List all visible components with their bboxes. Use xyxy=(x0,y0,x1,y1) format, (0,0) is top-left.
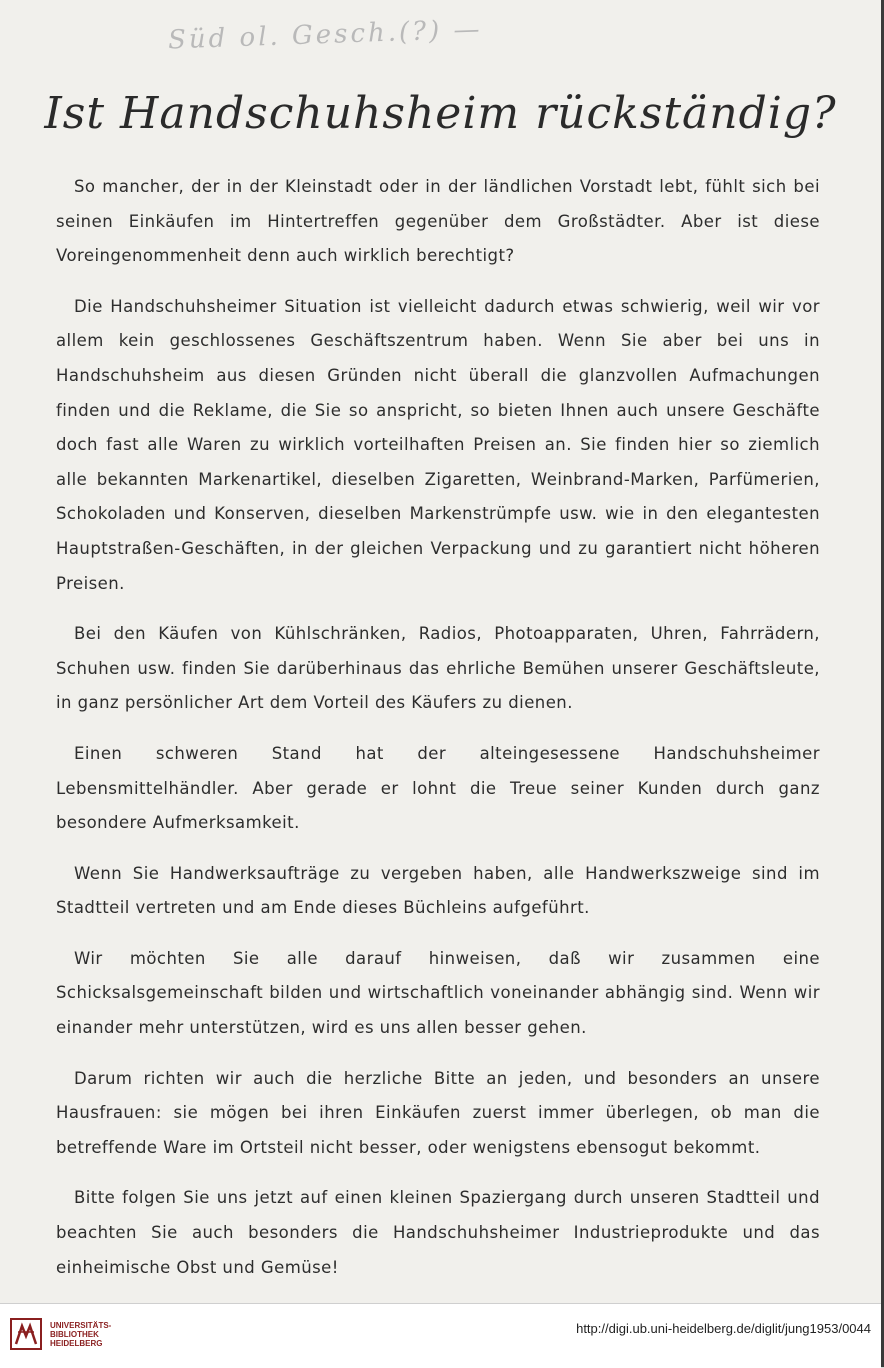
paragraph: Einen schweren Stand hat der alteingesessene Handschuhsheimer Lebensmittelhändler. Aber gerade er lohnt die Treue seiner Kunden durch ganz besondere Aufmerksamkeit. xyxy=(56,743,820,833)
paragraph: So mancher, der in der Kleinstadt oder in der ländlichen Vorstadt lebt, fühlt sich bei seinen Einkäufen im Hintertreffen gegenüber dem Großstädter. Aber ist diese Voreingenommenheit denn auch wirklich berechtigt? xyxy=(56,177,820,266)
article-body xyxy=(56,170,820,1301)
paragraph: Bei den Käufen von Kühlschränken, Radios, Photoapparaten, Uhren, Fahrrädern, Schuhen usw. finden Sie darüberhinaus das ehrliche Bemühen unserer Geschäftsleute, in ganz persönlicher Art dem Vorteil des Käufers zu dienen. xyxy=(56,624,820,713)
paragraph: Darum richten wir auch die herzliche Bitte an jeden, und besonders an unsere Hausfrauen: sie mögen bei ihren Einkäufen zuerst immer überlegen, ob man die betreffende Ware im Ortsteil nicht besser, oder wenigstens ebensogut bekommt. xyxy=(56,1068,820,1157)
library-name-line: HEIDELBERG xyxy=(50,1338,103,1348)
handwritten-note: Süd ol. Gesch.(?) — xyxy=(167,14,483,56)
source-url-link[interactable]: http://digi.ub.uni-heidelberg.de/diglit/jung1953/0044 xyxy=(576,1321,871,1336)
library-name xyxy=(50,1321,111,1348)
library-seal-icon xyxy=(10,1318,42,1350)
paragraph: Wir möchten Sie alle darauf hinweisen, daß wir zusammen eine Schicksalsgemeinschaft bilden und wirtschaftlich voneinander abhängig sind. Wenn wir einander mehr unterstützen, wird es uns allen besser gehen. xyxy=(56,948,820,1038)
library-name-line: BIBLIOTHEK xyxy=(50,1329,99,1339)
paragraph: Die Handschuhsheimer Situation ist vielleicht dadurch etwas schwierig, weil wir vor allem kein geschlossenes Geschäftszentrum haben. Wenn Sie aber bei uns in Handschuhsheim aus diesen Gründen nicht überall die glanzvollen Aufmachungen finden und die Reklame, die Sie so anspricht, so bieten Ihnen auch unsere Geschäfte doch fast alle Waren zu wirklich vorteilhaften Preisen an. Sie finden hier so ziemlich alle bekannten Markenartikel, dieselben Zigaretten, Weinbrand-Marken, Parfümerien, Schokoladen und Konserven, dieselben Markenstrümpfe usw. wie in den elegantesten Hauptstraßen-Geschäften, in der gleichen Verpackung und zu garantiert nicht höheren Preisen. xyxy=(56,296,820,593)
footer-bar xyxy=(0,1303,881,1368)
library-logo[interactable] xyxy=(10,1318,111,1350)
paragraph: Wenn Sie Handwerksaufträge zu vergeben haben, alle Handwerkszweige sind im Stadtteil vertreten und am Ende dieses Büchleins aufgeführt. xyxy=(56,863,820,918)
paragraph: Bitte folgen Sie uns jetzt auf einen kleinen Spaziergang durch unseren Stadtteil und beachten Sie auch besonders die Handschuhsheimer Industrieprodukte und das einheimische Obst und Gemüse! xyxy=(56,1188,820,1277)
page-title: Ist Handschuhsheim rückständig? xyxy=(44,88,837,139)
library-name-line: UNIVERSITÄTS- xyxy=(50,1320,112,1330)
